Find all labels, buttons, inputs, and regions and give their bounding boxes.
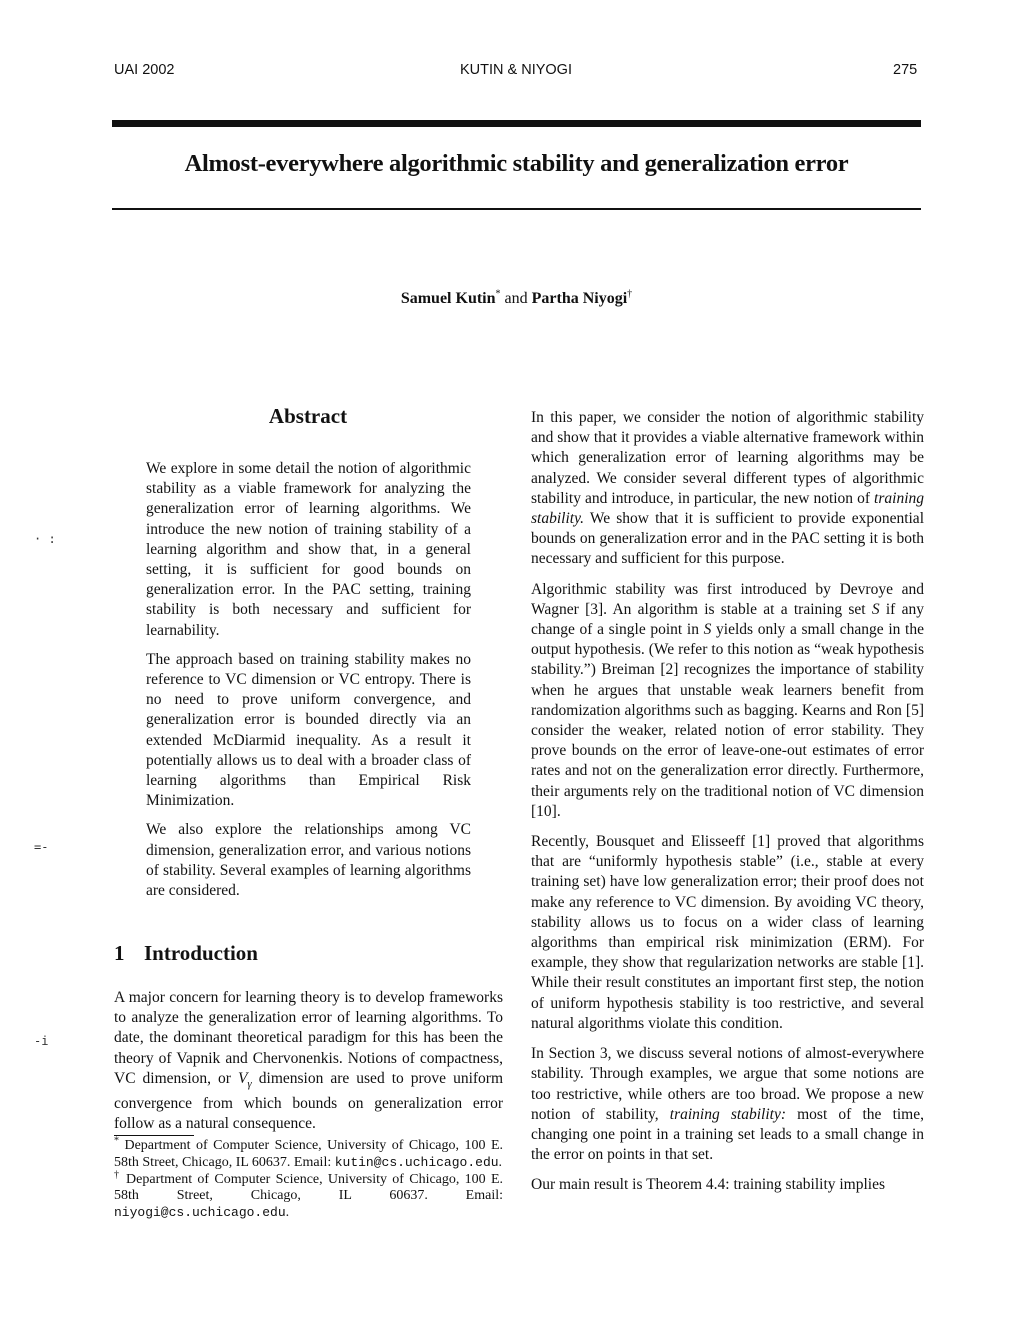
author-line bbox=[112, 290, 921, 308]
section-number: 1 bbox=[114, 941, 125, 965]
footnote bbox=[114, 1135, 503, 1172]
emphasis: training stability. bbox=[531, 489, 924, 528]
abstract-body bbox=[146, 459, 471, 910]
text-run: Department of Computer Science, University of Chicago, 100 E. 58th Street, Chicago, IL 60637. Email: bbox=[114, 1138, 503, 1170]
text-run: Algorithmic stability was first introduced by Devroye and Wagner [3]. An algorithm is stable at a training set bbox=[531, 580, 924, 618]
title-rule-bottom bbox=[112, 208, 921, 210]
email-address: kutin@cs.uchicago.edu bbox=[334, 1154, 499, 1170]
text-run: dimension are used to prove uniform convergence from which bounds on generalization error follow as a natural consequence. bbox=[114, 1069, 503, 1133]
footnote-rule bbox=[114, 1135, 194, 1136]
body-paragraph bbox=[114, 988, 503, 1135]
margin-mark: =- bbox=[34, 840, 49, 854]
text-run: if any change of a single point in bbox=[531, 600, 924, 639]
text-run: most of the time, changing one point in a training set leads to a small change in the error on points in that set. bbox=[531, 1105, 924, 1164]
abstract-paragraph: The approach based on training stability makes no reference to VC dimension or VC entropy. There is no need to prove uniform convergence, and generalization error is bounded directly via an extended McDiarmid inequality. As a result it potentially allows us to deal with a broader class of learning algorithms than Empirical Risk Minimization. bbox=[146, 650, 471, 810]
section-title: Introduction bbox=[144, 941, 258, 965]
body-paragraph: Our main result is Theorem 4.4: training stability implies bbox=[531, 1176, 886, 1194]
footnote-marker: † bbox=[114, 1168, 121, 1180]
abstract-heading: Abstract bbox=[268, 404, 348, 428]
footnote bbox=[114, 1168, 503, 1222]
section-heading-introduction bbox=[114, 941, 258, 966]
math-symbol: S bbox=[703, 621, 712, 639]
email-address: niyogi@cs.uchicago.edu bbox=[114, 1205, 286, 1221]
right-column-body bbox=[531, 408, 924, 1206]
abstract-paragraph: We explore in some detail the notion of algorithmic stability as a viable framework for analyzing the generalization error of learning algorithms. We introduce the new notion of training stability of a learning algorithm and show that, in a general setting, it is sufficient for good bounds on generalization error. In the PAC setting, training stability is both necessary and sufficient for learnability. bbox=[146, 460, 471, 639]
running-head-left: UAI 2002 bbox=[114, 62, 175, 78]
paper-title: Almost-everywhere algorithmic stability and generalization error bbox=[184, 150, 849, 177]
math-subscript: γ bbox=[247, 1077, 252, 1090]
text-run: In Section 3, we discuss several notions of almost-everywhere stability. Through examples, we argue that some notions are too restrictive, while others are too broad. We propose a new notion of stability, bbox=[531, 1045, 924, 1123]
footnote-marker: † bbox=[627, 288, 633, 300]
footnote-marker: * bbox=[495, 288, 501, 300]
abstract-paragraph: We also explore the relationships among VC dimension, generalization error, and various notions of stability. Several examples of learning algorithms are considered. bbox=[146, 821, 471, 900]
margin-mark: -i bbox=[34, 1034, 49, 1048]
body-paragraph: Recently, Bousquet and Elisseeff [1] proved that algorithms that are “uniformly hypothesis stable” (i.e., stable at every training set) have low generalization error; their proof does not make any reference to VC dimension. By avoiding VC theory, stability allows us to focus on a wider class of learning algorithms than empirical risk minimization (ERM). For example, they show that regularization networks are stable [1]. While their result constitutes an important first step, the notion of uniform hypothesis stability is too restrictive, and several natural algorithms violate this condition. bbox=[531, 833, 924, 1032]
text-run: We show that it is sufficient to provide exponential bounds on generalization error and in the PAC setting it is both necessary and sufficient for this purpose. bbox=[531, 510, 924, 568]
body-paragraph bbox=[531, 408, 924, 570]
author-name: Partha Niyogi bbox=[531, 290, 628, 307]
text-run: . bbox=[498, 1154, 503, 1170]
margin-mark: · : bbox=[34, 532, 56, 546]
footnotes bbox=[114, 1135, 503, 1222]
title-rule-top bbox=[112, 120, 921, 127]
text-run: yields only a small change in the output hypothesis. (We refer to this notion as “weak hypothesis stability.”) Breiman [2] recognizes the importance of stability when he argues that unstable weak learners benefit from randomization algorithms such as bagging. Kearns and Ron [5] consider the weaker, related notion of error stability. They prove bounds on the error of leave-one-out estimates of error rates and not on the generalization error directly. Furthermore, their arguments rely on the traditional notion of VC dimension [10]. bbox=[531, 621, 924, 820]
author-name: Samuel Kutin bbox=[400, 290, 496, 307]
text-run: Department of Computer Science, University of Chicago, 100 E. 58th Street, Chicago, IL 60637. Email: bbox=[114, 1171, 503, 1204]
text-run: In this paper, we consider the notion of algorithmic stability and show that it provides a viable alternative framework within which generalization error of learning algorithms may be analyzed. We consider several different types of algorithmic stability and introduce, in particular, the new notion of bbox=[531, 409, 924, 507]
footnote-marker: * bbox=[114, 1135, 119, 1147]
introduction-body bbox=[114, 988, 503, 1135]
text-run: A major concern for learning theory is to develop frameworks to analyze the generalization error of learning algorithms. To date, the dominant theoretical paradigm for this has been the theory of Vapnik and Chervonenkis. Notions of compactness, VC dimension, or bbox=[114, 989, 503, 1087]
body-paragraph bbox=[531, 1044, 924, 1165]
body-paragraph bbox=[531, 580, 924, 822]
running-head-authors: KUTIN & NIYOGI bbox=[460, 62, 572, 78]
text-run: . bbox=[285, 1205, 290, 1221]
author-conjunction: and bbox=[504, 290, 528, 307]
emphasis: training stability: bbox=[669, 1105, 786, 1123]
math-symbol: V bbox=[237, 1069, 248, 1087]
math-symbol: S bbox=[871, 600, 880, 618]
page-number: 275 bbox=[893, 62, 918, 78]
